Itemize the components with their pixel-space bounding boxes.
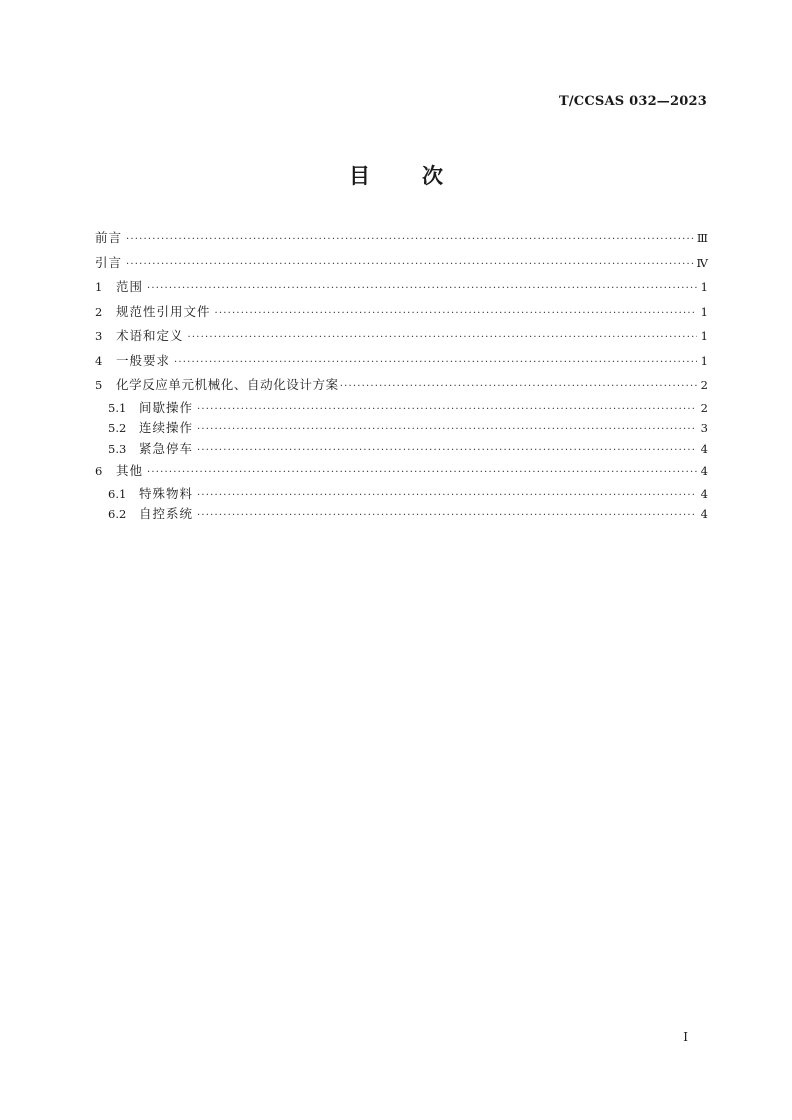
- toc-entry-6-1[interactable]: [95, 484, 708, 505]
- toc-entry-page: 4: [700, 441, 708, 456]
- toc-leader-dots: [197, 420, 697, 441]
- toc-leader-dots: [197, 486, 697, 507]
- toc-leader-dots: [147, 461, 697, 486]
- table-of-contents: [95, 226, 708, 525]
- toc-entry-label: 前言: [95, 230, 123, 245]
- page-number: I: [683, 1030, 688, 1044]
- toc-entry-label: 范围: [116, 279, 144, 294]
- toc-entry-page: 4: [700, 464, 708, 479]
- toc-entry-label: 其他: [116, 463, 144, 479]
- toc-leader-dots: [197, 400, 697, 421]
- toc-entry-label: 间歇操作: [139, 399, 194, 415]
- toc-entry-number: 6.2: [108, 507, 127, 522]
- toc-entry-page: 2: [700, 378, 708, 392]
- toc-entry-label: 规范性引用文件: [116, 303, 211, 319]
- toc-entry-label: 紧急停车: [139, 440, 194, 456]
- toc-leader-dots: [188, 326, 697, 351]
- toc-title-part2: 次: [422, 163, 443, 188]
- toc-leader-dots: [147, 277, 697, 302]
- toc-entry-number: 6.1: [108, 486, 127, 501]
- toc-entry-page: 1: [700, 280, 708, 294]
- toc-entry-4[interactable]: [95, 349, 708, 374]
- toc-entry-2[interactable]: [95, 300, 708, 325]
- toc-entry-number: 5.1: [108, 400, 127, 415]
- toc-leader-dots: [174, 351, 697, 376]
- toc-leader-dots: [197, 506, 697, 527]
- document-code: T/CCSAS 032—2023: [558, 94, 707, 109]
- toc-title: [0, 160, 792, 190]
- toc-entry-label: 连续操作: [139, 420, 194, 436]
- toc-entry-6[interactable]: [95, 459, 708, 484]
- toc-entry-number: 1: [95, 280, 103, 294]
- toc-entry-page: 3: [700, 421, 708, 436]
- toc-leader-dots: [340, 375, 697, 400]
- toc-entry-number: 5: [95, 378, 103, 392]
- toc-entry-page: Ⅲ: [696, 231, 708, 245]
- toc-entry-page: 4: [700, 507, 708, 522]
- toc-entry-page: 1: [700, 329, 708, 343]
- toc-entry-5-1[interactable]: [95, 398, 708, 419]
- toc-entry-label: 术语和定义: [116, 328, 184, 343]
- toc-entry-number: 3: [95, 329, 103, 343]
- toc-entry-6-2[interactable]: [95, 504, 708, 525]
- toc-entry-3[interactable]: [95, 324, 708, 349]
- toc-entry-label: 特殊物料: [139, 485, 194, 501]
- toc-leader-dots: [126, 253, 693, 278]
- toc-entry-page: 1: [700, 353, 708, 368]
- toc-entry-5[interactable]: [95, 373, 708, 398]
- toc-entry-number: 5.3: [108, 441, 127, 456]
- toc-entry-5-2[interactable]: [95, 418, 708, 439]
- toc-entry-label: 引言: [95, 254, 123, 270]
- toc-entry-number: 6: [95, 464, 103, 479]
- toc-entry-label: 自控系统: [139, 506, 194, 522]
- toc-entry-page: 1: [700, 304, 708, 319]
- toc-entry-1[interactable]: [95, 275, 708, 300]
- toc-entry-number: 4: [95, 353, 103, 368]
- toc-entry-label: 一般要求: [116, 352, 171, 368]
- toc-leader-dots: [197, 441, 697, 462]
- toc-entry-introduction[interactable]: [95, 251, 708, 276]
- toc-entry-page: 2: [700, 400, 708, 415]
- toc-entry-foreword[interactable]: [95, 226, 708, 251]
- toc-entry-label: 化学反应单元机械化、自动化设计方案: [116, 377, 339, 392]
- toc-entry-number: 5.2: [108, 421, 127, 436]
- toc-entry-page: 4: [700, 486, 708, 501]
- toc-leader-dots: [215, 302, 697, 327]
- toc-entry-page: Ⅳ: [696, 255, 708, 270]
- toc-leader-dots: [126, 228, 694, 253]
- toc-entry-number: 2: [95, 304, 103, 319]
- toc-title-part1: 目: [349, 163, 370, 188]
- toc-entry-5-3[interactable]: [95, 439, 708, 460]
